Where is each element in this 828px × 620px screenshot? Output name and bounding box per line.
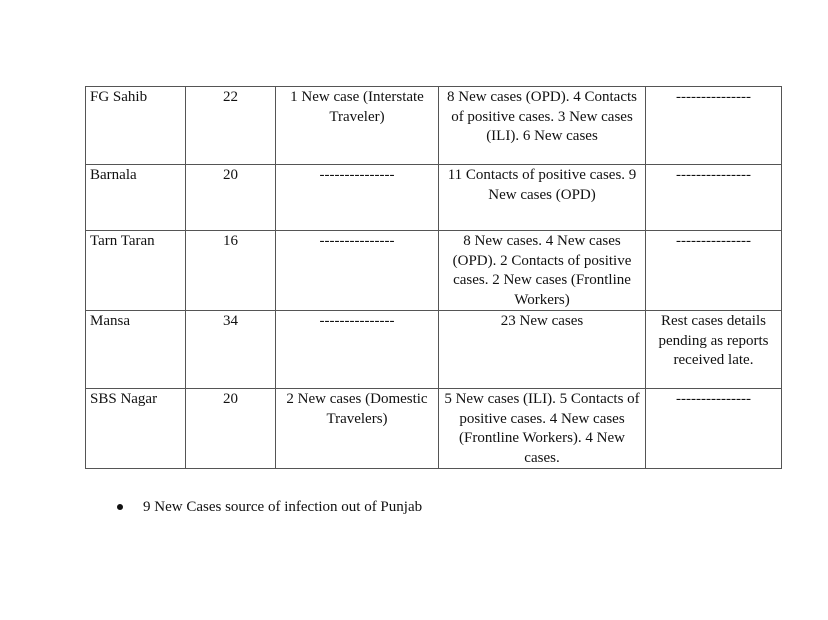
table-row <box>86 311 782 389</box>
case-details-cell: 23 New cases <box>439 311 646 389</box>
bullet-list-item <box>117 497 422 517</box>
case-count-cell: 20 <box>186 389 276 469</box>
bullet-text: 9 New Cases source of infection out of Punjab <box>143 499 423 515</box>
table-row <box>86 389 782 469</box>
table-row <box>86 165 782 231</box>
case-count-cell: 20 <box>186 165 276 231</box>
remarks-cell: --------------- <box>646 231 782 311</box>
travel-cases-cell: --------------- <box>276 231 439 311</box>
district-cell: FG Sahib <box>86 87 186 165</box>
district-cell: Tarn Taran <box>86 231 186 311</box>
case-details-cell: 8 New cases. 4 New cases (OPD). 2 Contacts of positive cases. 2 New cases (Frontline Workers) <box>439 231 646 311</box>
remarks-cell: --------------- <box>646 389 782 469</box>
case-count-cell: 34 <box>186 311 276 389</box>
case-details-cell: 11 Contacts of positive cases. 9 New cases (OPD) <box>439 165 646 231</box>
remarks-cell: --------------- <box>646 87 782 165</box>
case-details-cell: 5 New cases (ILI). 5 Contacts of positive cases. 4 New cases (Frontline Workers). 4 New cases. <box>439 389 646 469</box>
case-details-cell: 8 New cases (OPD). 4 Contacts of positive cases. 3 New cases (ILI). 6 New cases <box>439 87 646 165</box>
travel-cases-cell: --------------- <box>276 165 439 231</box>
remarks-cell: Rest cases details pending as reports received late. <box>646 311 782 389</box>
travel-cases-cell: --------------- <box>276 311 439 389</box>
district-cases-table <box>85 86 782 469</box>
district-cell: Mansa <box>86 311 186 389</box>
district-cell: SBS Nagar <box>86 389 186 469</box>
table-row <box>86 231 782 311</box>
case-count-cell: 22 <box>186 87 276 165</box>
remarks-cell: --------------- <box>646 165 782 231</box>
travel-cases-cell: 2 New cases (Domestic Travelers) <box>276 389 439 469</box>
travel-cases-cell: 1 New case (Interstate Traveler) <box>276 87 439 165</box>
case-count-cell: 16 <box>186 231 276 311</box>
bullet-icon <box>117 504 123 510</box>
district-cell: Barnala <box>86 165 186 231</box>
table-row <box>86 87 782 165</box>
